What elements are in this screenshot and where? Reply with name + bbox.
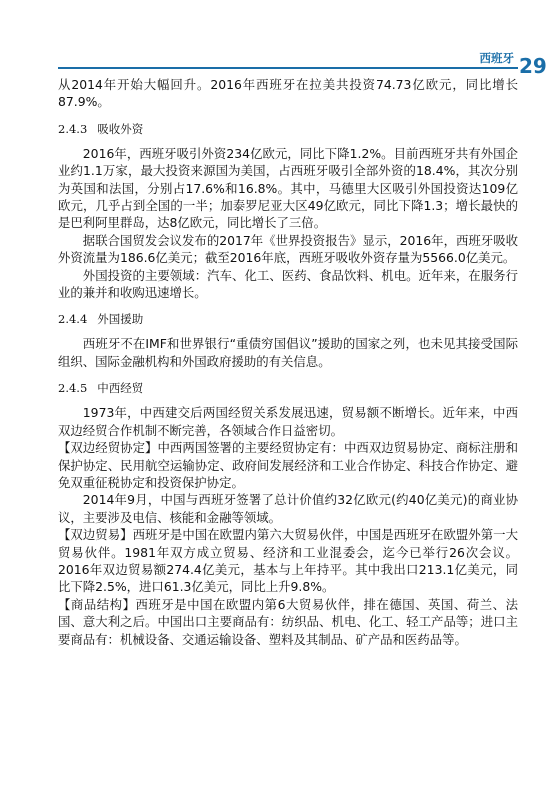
paragraph: 【商品结构】西班牙是中国在欧盟内第6大贸易伙伴，排在德国、英国、荷兰、法国、意大利之后。中国出口主要商品有：纺织品、机电、化工、轻工产品等；进口主要商品有：机械设备、交通运输设备、塑料及其制品、矿产品和医药品等。	[58, 596, 518, 647]
section-number: 2.4.3	[58, 121, 88, 136]
paragraph: 1973年，中西建交后两国经贸关系发展迅速，贸易额不断增长。近年来，中西双边经贸合作机制不断完善，各领域合作日益密切。	[58, 405, 518, 438]
section-number: 2.4.4	[58, 312, 88, 327]
section-heading: 中西经贸	[97, 381, 144, 396]
paragraph: 2016年，西班牙吸引外资234亿欧元，同比下降1.2%。目前西班牙共有外国企业约1.1万家，最大投资来源国为美国，占西班牙吸引全部外资的18.4%，其次分别为英国和法国，分别占17.6%和16.8%。其中，马德里大区吸引外国投资达109亿欧元，几乎占到全国的一半；加泰罗尼亚大区49亿欧元，同比下降1.3；增长最快的是巴利阿里群岛，达8亿欧元，同比增长了三倍。	[58, 145, 518, 231]
paragraph: 据联合国贸发会议发布的2017年《世界投资报告》显示，2016年，西班牙吸收外资流量为186.6亿美元；截至2016年底，西班牙吸收外资存量为5566.0亿美元。	[58, 232, 518, 266]
paragraph: 2014年9月，中国与西班牙签署了总计价值约32亿欧元(约40亿美元)的商业协议，主要涉及电信、核能和金融等领域。	[58, 492, 518, 525]
running-header	[58, 50, 518, 68]
section-number: 2.4.5	[58, 381, 88, 396]
document-body	[58, 76, 518, 648]
section-title-2-4-4	[58, 311, 518, 327]
paragraph: 【双边经贸协定】中西两国签署的主要经贸协定有：中西双边贸易协定、商标注册和保护协定、民用航空运输协定、政府间发展经济和工业合作协定、科技合作协定、避免双重征税协定和投资保护协定。	[58, 440, 518, 490]
section-heading: 吸收外资	[97, 121, 144, 136]
intro-paragraph: 从2014年开始大幅回升。2016年西班牙在拉美共投资74.73亿欧元，同比增长87.9%。	[58, 77, 518, 110]
section-title-2-4-5	[58, 380, 518, 396]
header-country: 西班牙	[479, 51, 514, 65]
paragraph: 西班牙不在IMF和世界银行“重债穷国倡议”援助的国家之列，也未见其接受国际组织、国际金融机构和外国政府援助的有关信息。	[58, 336, 518, 369]
paragraph: 【双边贸易】西班牙是中国在欧盟内第六大贸易伙伴，中国是西班牙在欧盟外第一大贸易伙伴。1981年双方成立贸易、经济和工业混委会，迄今已举行26次会议。2016年双边贸易额274.4亿美元，基本与上年持平。其中我出口213.1亿美元，同比下降2.5%，进口61.3亿美元，同比上升9.8%。	[58, 527, 518, 595]
paragraph: 外国投资的主要领域：汽车、化工、医药、食品饮料、机电。近年来，在服务行业的兼并和收购迅速增长。	[58, 267, 518, 301]
section-title-2-4-3	[58, 121, 518, 137]
section-heading: 外国援助	[97, 312, 144, 327]
page-number: 29	[519, 54, 547, 78]
header-rule	[58, 67, 518, 69]
